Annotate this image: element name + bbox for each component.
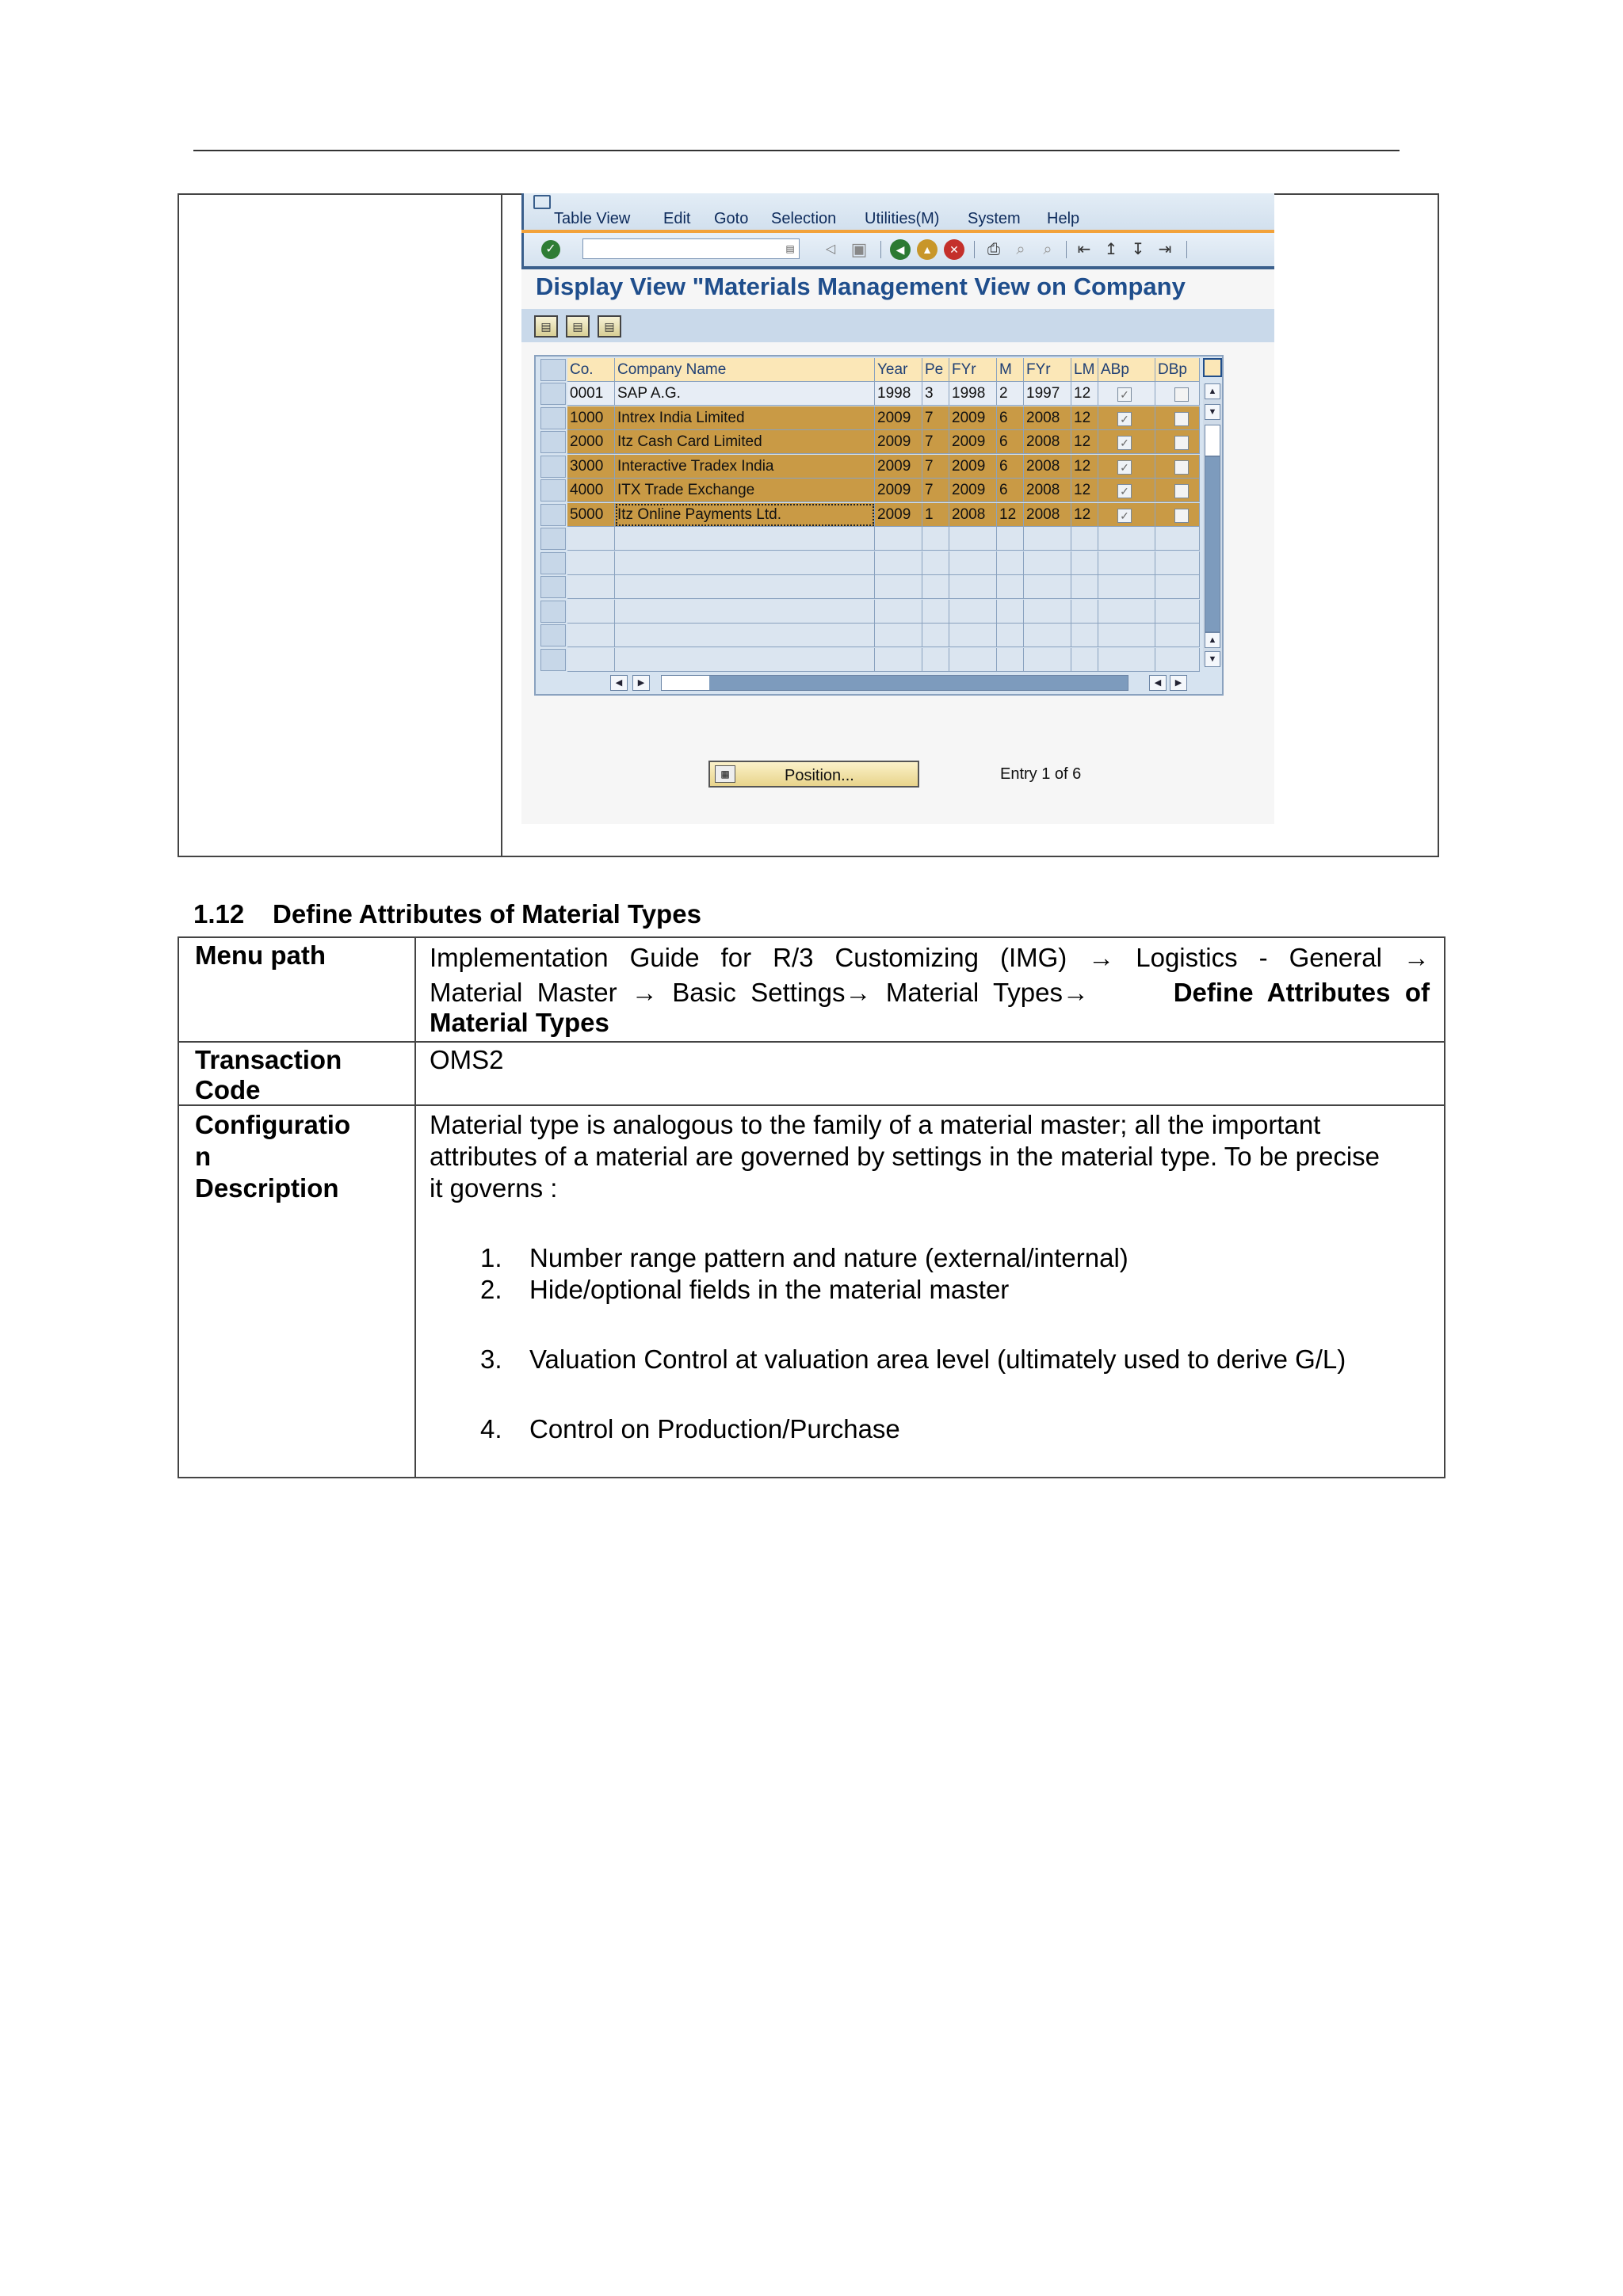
cell-name[interactable]	[615, 648, 875, 672]
cell-name[interactable]: Interactive Tradex India	[615, 455, 875, 479]
row-selector[interactable]	[540, 552, 566, 574]
cell-fyr2[interactable]	[1024, 600, 1071, 624]
empty-table-row[interactable]	[540, 600, 1206, 624]
cell-pe[interactable]: 7	[922, 455, 949, 479]
list-item: 3. Valuation Control at valuation area level (ultimately used to derive G/L)	[480, 1344, 1346, 1374]
menu-utilities[interactable]: Utilities(M)	[865, 210, 940, 227]
cell-fyr[interactable]: 2009	[949, 430, 997, 454]
cell-pe[interactable]	[922, 624, 949, 647]
cell-year[interactable]	[875, 527, 922, 551]
transaction-code-label-2: Code	[195, 1075, 261, 1104]
menu-goto[interactable]: Goto	[714, 210, 749, 227]
cell-dbp	[1155, 406, 1200, 430]
menu-path-label: Menu path	[195, 940, 326, 970]
table-row[interactable]	[540, 479, 1206, 502]
cell-year[interactable]	[875, 575, 922, 599]
print-icon[interactable]: ⎙	[987, 241, 1000, 258]
horizontal-scroll-track[interactable]	[661, 675, 1128, 691]
horizontal-scroll-thumb[interactable]	[662, 676, 709, 690]
cell-m[interactable]: 6	[997, 479, 1024, 502]
cell-pe[interactable]	[922, 575, 949, 599]
col-header-co[interactable]: Co.	[567, 358, 615, 382]
sap-window	[521, 193, 1274, 824]
table-row[interactable]	[540, 382, 1206, 406]
abp-checkbox[interactable]: ✓	[1117, 484, 1132, 498]
cell-fyr2[interactable]	[1024, 624, 1071, 647]
menu-table-view[interactable]: Table View	[554, 210, 631, 227]
position-button[interactable]	[708, 761, 919, 788]
cell-year[interactable]	[875, 648, 922, 672]
cell-fyr2[interactable]: 2008	[1024, 479, 1071, 502]
menu-path-word: (IMG)	[999, 943, 1067, 972]
cell-year[interactable]: 2009	[875, 455, 922, 479]
vertical-scroll-thumb[interactable]	[1205, 425, 1220, 456]
cell-lm[interactable]: 12	[1071, 455, 1098, 479]
cell-fyr[interactable]: 2008	[949, 503, 997, 527]
cell-fyr2[interactable]	[1024, 648, 1071, 672]
cell-fyr2[interactable]: 2008	[1024, 455, 1071, 479]
transaction-code-value: OMS2	[430, 1045, 504, 1074]
back-icon[interactable]: ◀	[890, 239, 911, 260]
cell-name[interactable]: ITX Trade Exchange	[615, 479, 875, 502]
cell-abp	[1098, 406, 1155, 430]
cell-year[interactable]: 2009	[875, 406, 922, 430]
cell-name[interactable]: Intrex India Limited	[615, 406, 875, 430]
cell-lm[interactable]	[1071, 527, 1098, 551]
position-icon: ▦	[715, 765, 735, 783]
cell-fyr2[interactable]	[1024, 551, 1071, 575]
header-rule	[193, 150, 1400, 151]
scroll-down-icon[interactable]: ▼	[1205, 404, 1220, 420]
scroll-up-icon[interactable]: ▲	[1205, 383, 1220, 399]
cell-dbp	[1155, 503, 1200, 527]
cell-lm[interactable]	[1071, 600, 1098, 624]
select-all-cell[interactable]	[540, 359, 566, 381]
cell-abp	[1098, 455, 1155, 479]
dbp-checkbox[interactable]	[1174, 387, 1189, 402]
list-item: 2. Hide/optional fields in the material master	[480, 1275, 1010, 1304]
sap-menu-bar	[521, 193, 1274, 230]
cell-m[interactable]	[997, 600, 1024, 624]
row-selector[interactable]	[540, 504, 566, 526]
cell-lm[interactable]	[1071, 648, 1098, 672]
cell-fyr[interactable]: 2009	[949, 479, 997, 502]
cell-name[interactable]	[615, 575, 875, 599]
menu-path-word: Logistics	[1136, 943, 1238, 972]
cell-lm[interactable]: 12	[1071, 503, 1098, 527]
description-line-3: it governs :	[430, 1173, 558, 1203]
next-page-icon[interactable]: ↧	[1131, 241, 1145, 258]
row-selector[interactable]	[540, 601, 566, 623]
cell-fyr[interactable]: 2009	[949, 455, 997, 479]
cell-co[interactable]: 1000	[567, 406, 615, 430]
cell-m[interactable]: 12	[997, 503, 1024, 527]
menu-path-line-3: Material Types	[430, 1008, 609, 1037]
scroll-last-column-icon[interactable]: ▶	[1170, 675, 1187, 691]
cell-fyr2[interactable]: 2008	[1024, 430, 1071, 454]
menu-path-segment: Material Master → Basic Settings→ Material Types→	[430, 978, 1097, 1007]
cell-abp	[1098, 479, 1155, 502]
cell-dbp	[1155, 600, 1200, 624]
title-rule	[521, 266, 1274, 269]
row-divider	[179, 1104, 1444, 1106]
description-line-1: Material type is analogous to the family of a material master; all the important	[430, 1110, 1321, 1139]
menu-path-word: R/3	[773, 943, 814, 972]
empty-table-row[interactable]	[540, 575, 1206, 599]
cell-fyr[interactable]	[949, 551, 997, 575]
company-table	[534, 355, 1224, 696]
menu-path-word: -	[1258, 943, 1268, 972]
abp-checkbox[interactable]: ✓	[1117, 436, 1132, 450]
cell-abp	[1098, 527, 1155, 551]
cell-fyr2[interactable]	[1024, 575, 1071, 599]
col-header-year[interactable]: Year	[875, 358, 922, 382]
cell-year[interactable]: 2009	[875, 479, 922, 502]
section-heading	[193, 899, 701, 929]
cell-lm[interactable]: 12	[1071, 479, 1098, 502]
row-selector[interactable]	[540, 649, 566, 671]
cell-year[interactable]	[875, 624, 922, 647]
cell-pe[interactable]	[922, 600, 949, 624]
toolbar-separator	[1186, 241, 1187, 258]
cell-name[interactable]	[615, 551, 875, 575]
cell-co[interactable]	[567, 575, 615, 599]
cell-lm[interactable]: 12	[1071, 382, 1098, 406]
cell-year[interactable]: 2009	[875, 430, 922, 454]
menu-edit[interactable]: Edit	[663, 210, 691, 227]
cell-dbp	[1155, 648, 1200, 672]
cell-co[interactable]: 5000	[567, 503, 615, 527]
page-down-icon[interactable]: ▼	[1205, 651, 1220, 667]
row-selector[interactable]	[540, 624, 566, 646]
col-header-fyr-2[interactable]: FYr	[1024, 358, 1071, 382]
cell-fyr2[interactable]: 2008	[1024, 503, 1071, 527]
menu-selection[interactable]: Selection	[771, 210, 837, 227]
transaction-code-label-1: Transaction	[195, 1045, 342, 1074]
cell-dbp	[1155, 624, 1200, 647]
find-icon[interactable]: ⌕	[1016, 241, 1025, 258]
first-page-icon[interactable]: ⇤	[1077, 241, 1091, 258]
row-selector[interactable]	[540, 383, 566, 405]
last-page-icon[interactable]: ⇥	[1158, 241, 1172, 258]
cell-pe[interactable]: 1	[922, 503, 949, 527]
dbp-checkbox[interactable]	[1174, 460, 1189, 475]
config-label-2: n	[195, 1142, 212, 1171]
cell-pe[interactable]: 7	[922, 406, 949, 430]
select-all-icon[interactable]: ▤	[534, 315, 558, 338]
cell-m[interactable]	[997, 551, 1024, 575]
col-header-fyr[interactable]: FYr	[949, 358, 997, 382]
col-header-company-name[interactable]: Company Name	[615, 358, 875, 382]
cell-fyr2[interactable]: 2008	[1024, 406, 1071, 430]
cell-name[interactable]: Itz Cash Card Limited	[615, 430, 875, 454]
cell-m[interactable]	[997, 624, 1024, 647]
col-header-abp[interactable]: ABp	[1098, 358, 1155, 382]
cell-abp	[1098, 382, 1155, 406]
table-row[interactable]	[540, 430, 1206, 454]
entry-counter: Entry 1 of 6	[1000, 765, 1082, 783]
menu-path-target: Define Attributes of	[1173, 978, 1430, 1007]
row-selector[interactable]	[540, 528, 566, 550]
cell-dbp	[1155, 455, 1200, 479]
cell-year[interactable]: 2009	[875, 503, 922, 527]
configuration-table	[178, 936, 1445, 1478]
col-header-pe[interactable]: Pe	[922, 358, 949, 382]
cell-abp	[1098, 575, 1155, 599]
page-up-icon[interactable]: ▲	[1205, 632, 1220, 648]
cancel-icon[interactable]: ✕	[944, 239, 964, 260]
menu-path-word: Implementation	[430, 943, 609, 972]
scroll-left-icon[interactable]: ◀	[610, 675, 628, 691]
vertical-scrollbar[interactable]	[1203, 383, 1222, 666]
cell-dbp	[1155, 575, 1200, 599]
sap-standard-toolbar	[521, 233, 1274, 266]
cell-fyr[interactable]	[949, 648, 997, 672]
cell-fyr[interactable]	[949, 527, 997, 551]
list-item: 1. Number range pattern and nature (external/internal)	[480, 1243, 1128, 1272]
menu-path-word: Customizing	[834, 943, 980, 972]
menu-path-word: for	[720, 943, 752, 972]
menu-path-word: General	[1289, 943, 1382, 972]
cell-co[interactable]	[567, 648, 615, 672]
back-arrow-icon[interactable]: ◁	[825, 242, 836, 256]
table-column-divider	[414, 938, 416, 1477]
cell-dbp	[1155, 430, 1200, 454]
deselect-all-icon[interactable]: ▤	[598, 315, 621, 338]
cell-name[interactable]	[615, 600, 875, 624]
scroll-first-column-icon[interactable]: ◀	[1149, 675, 1167, 691]
row-selector[interactable]	[540, 576, 566, 598]
cell-dbp	[1155, 527, 1200, 551]
exit-icon[interactable]: ▲	[917, 239, 938, 260]
cell-fyr2[interactable]: 1997	[1024, 382, 1071, 406]
description-line-2: attributes of a material are governed by settings in the material type. To be precise	[430, 1142, 1381, 1171]
horizontal-scrollbar[interactable]	[610, 673, 1197, 692]
empty-table-row[interactable]	[540, 648, 1206, 672]
cell-name[interactable]	[615, 624, 875, 647]
cell-co[interactable]	[567, 624, 615, 647]
toolbar-separator	[880, 241, 881, 258]
cell-co[interactable]	[567, 551, 615, 575]
cell-abp	[1098, 503, 1155, 527]
cell-m[interactable]: 2	[997, 382, 1024, 406]
cell-lm[interactable]: 12	[1071, 430, 1098, 454]
dbp-checkbox[interactable]	[1174, 412, 1189, 426]
cell-co[interactable]	[567, 600, 615, 624]
cell-abp	[1098, 551, 1155, 575]
cell-lm[interactable]	[1071, 551, 1098, 575]
command-field[interactable]	[582, 238, 800, 259]
cell-lm[interactable]	[1071, 575, 1098, 599]
cell-fyr[interactable]: 2009	[949, 406, 997, 430]
cell-m[interactable]	[997, 575, 1024, 599]
dbp-checkbox[interactable]	[1174, 509, 1189, 523]
cell-abp	[1098, 624, 1155, 647]
vertical-scroll-track[interactable]	[1205, 456, 1220, 632]
col-header-dbp[interactable]: DBp	[1155, 358, 1200, 382]
abp-checkbox[interactable]: ✓	[1117, 460, 1132, 475]
cell-name[interactable]	[615, 527, 875, 551]
menu-path-word: →	[1403, 943, 1430, 972]
cell-dbp	[1155, 551, 1200, 575]
menu-system[interactable]: System	[968, 210, 1021, 227]
table-header-row	[540, 358, 1206, 382]
menu-path-word: Guide	[629, 943, 700, 972]
cell-abp	[1098, 648, 1155, 672]
abp-checkbox[interactable]: ✓	[1117, 509, 1132, 523]
cell-m[interactable]: 6	[997, 455, 1024, 479]
scroll-right-icon[interactable]: ▶	[632, 675, 650, 691]
dbp-checkbox[interactable]	[1174, 436, 1189, 450]
config-label-3: Description	[195, 1173, 339, 1203]
select-block-icon[interactable]: ▤	[566, 315, 590, 338]
cell-name[interactable]: Itz Online Payments Ltd.	[615, 503, 875, 527]
dbp-checkbox[interactable]	[1174, 484, 1189, 498]
cell-pe[interactable]: 7	[922, 479, 949, 502]
cell-co[interactable]: 0001	[567, 382, 615, 406]
menu-path-line-1	[430, 941, 1430, 974]
cell-lm[interactable]: 12	[1071, 406, 1098, 430]
toolbar-separator	[1066, 241, 1067, 258]
cell-year[interactable]: 1998	[875, 382, 922, 406]
table-row[interactable]	[540, 406, 1206, 430]
row-divider	[179, 1041, 1444, 1043]
toolbar-separator	[974, 241, 975, 258]
cell-year[interactable]	[875, 551, 922, 575]
cell-co[interactable]: 3000	[567, 455, 615, 479]
cell-fyr[interactable]: 1998	[949, 382, 997, 406]
row-selector[interactable]	[540, 456, 566, 478]
table-row[interactable]	[540, 503, 1206, 527]
cell-pe[interactable]: 7	[922, 430, 949, 454]
col-header-lm[interactable]: LM	[1071, 358, 1098, 382]
row-selector[interactable]	[540, 479, 566, 502]
find-next-icon[interactable]: ⌕	[1043, 241, 1052, 258]
cell-m[interactable]: 6	[997, 430, 1024, 454]
menu-help[interactable]: Help	[1047, 210, 1080, 227]
command-dropdown-icon[interactable]: ▤	[785, 243, 795, 254]
cell-pe[interactable]	[922, 527, 949, 551]
save-icon[interactable]: ▣	[850, 239, 868, 259]
cell-abp	[1098, 430, 1155, 454]
menu-exit-icon[interactable]	[533, 195, 551, 209]
row-selector[interactable]	[540, 431, 566, 453]
empty-table-row[interactable]	[540, 527, 1206, 551]
previous-page-icon[interactable]: ↥	[1104, 241, 1118, 258]
cell-fyr[interactable]	[949, 575, 997, 599]
cell-m[interactable]: 6	[997, 406, 1024, 430]
cell-fyr[interactable]	[949, 624, 997, 647]
cell-fyr2[interactable]	[1024, 527, 1071, 551]
list-item: 4. Control on Production/Purchase	[480, 1414, 900, 1444]
cell-lm[interactable]	[1071, 624, 1098, 647]
col-header-m[interactable]: M	[997, 358, 1024, 382]
section-number: 1.12	[193, 899, 245, 929]
menu-path-word: →	[1088, 943, 1115, 972]
cell-dbp	[1155, 382, 1200, 406]
cell-year[interactable]	[875, 600, 922, 624]
table-column-divider	[501, 195, 502, 856]
cell-pe[interactable]: 3	[922, 382, 949, 406]
cell-pe[interactable]	[922, 551, 949, 575]
cell-m[interactable]	[997, 648, 1024, 672]
application-toolbar	[521, 309, 1274, 342]
cell-co[interactable]: 4000	[567, 479, 615, 502]
cell-co[interactable]: 2000	[567, 430, 615, 454]
menu-path-line-2	[430, 976, 1430, 1009]
cell-abp	[1098, 600, 1155, 624]
position-label: Position...	[785, 767, 854, 784]
enter-check-icon[interactable]: ✓	[541, 240, 560, 259]
abp-checkbox[interactable]: ✓	[1117, 387, 1132, 402]
empty-table-row[interactable]	[540, 624, 1206, 647]
table-row[interactable]	[540, 455, 1206, 479]
empty-table-row[interactable]	[540, 551, 1206, 575]
screen-title: Display View "Materials Management View on Company	[536, 273, 1186, 300]
config-label-1: Configuratio	[195, 1110, 351, 1139]
cell-m[interactable]	[997, 527, 1024, 551]
section-title: Define Attributes of Material Types	[273, 899, 701, 929]
cell-name[interactable]: SAP A.G.	[615, 382, 875, 406]
row-selector[interactable]	[540, 407, 566, 429]
cell-dbp	[1155, 479, 1200, 502]
abp-checkbox[interactable]: ✓	[1117, 412, 1132, 426]
cell-co[interactable]	[567, 527, 615, 551]
cell-fyr[interactable]	[949, 600, 997, 624]
cell-pe[interactable]	[922, 648, 949, 672]
